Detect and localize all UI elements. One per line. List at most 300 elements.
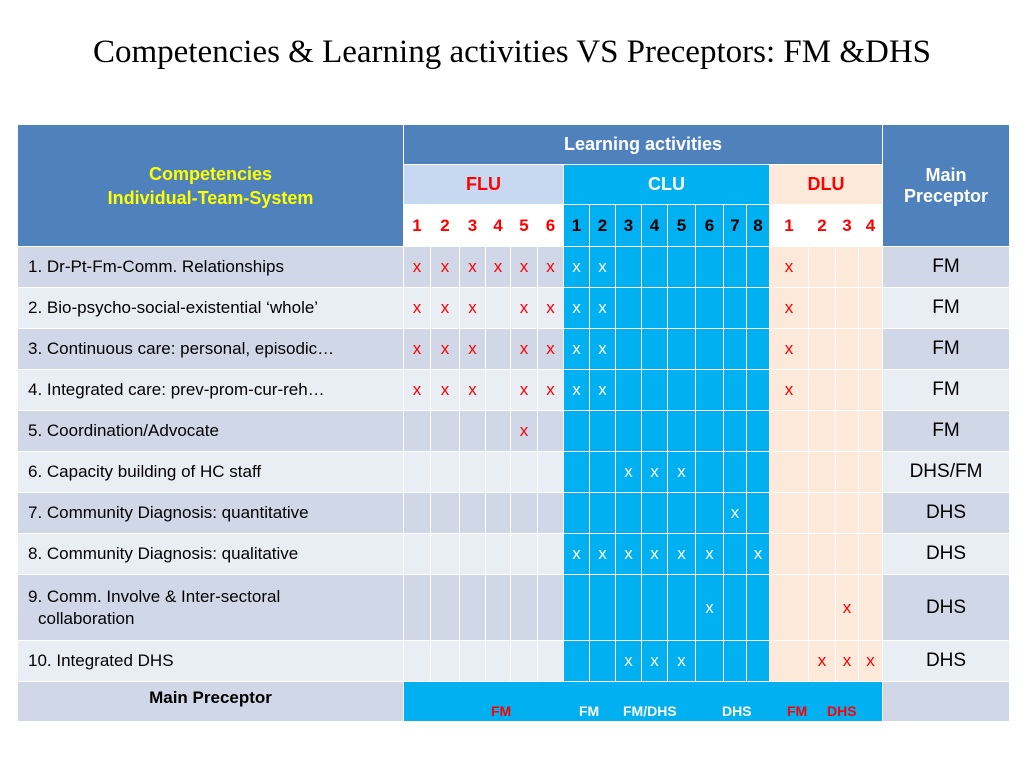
clu-activity-cell <box>696 247 724 288</box>
clu-activity-cell <box>696 575 724 641</box>
flu-activity-cell <box>404 641 431 682</box>
clu-activity-number: 5 <box>668 205 696 247</box>
clu-activity-cell <box>616 247 642 288</box>
activity-mark: x <box>842 597 852 617</box>
preceptor-assignment-label: DHS <box>722 703 752 719</box>
activity-mark: x <box>598 380 607 399</box>
flu-activity-cell <box>431 329 460 370</box>
clu-activity-cell <box>564 247 590 288</box>
activity-mark: x <box>546 298 555 317</box>
clu-activity-cell <box>696 493 724 534</box>
activity-mark: x <box>650 544 659 563</box>
clu-activity-cell <box>642 329 668 370</box>
dlu-header: DLU <box>770 165 883 205</box>
competencies-header-line2: Individual-Team-System <box>107 187 314 208</box>
clu-activity-cell <box>564 370 590 411</box>
clu-activity-cell <box>668 575 696 641</box>
dlu-activity-cell <box>770 411 809 452</box>
flu-activity-cell <box>431 641 460 682</box>
activity-mark: x <box>440 380 450 399</box>
competency-row <box>18 534 1010 575</box>
main-preceptor-header <box>883 125 1010 247</box>
clu-activity-cell <box>747 288 770 329</box>
flu-activity-cell <box>431 370 460 411</box>
clu-activity-cell <box>642 247 668 288</box>
flu-activity-cell <box>460 534 486 575</box>
clu-activity-cell <box>590 370 616 411</box>
dlu-activity-cell <box>770 575 809 641</box>
dlu-activity-cell <box>836 575 859 641</box>
flu-activity-cell <box>511 452 538 493</box>
competency-label <box>18 493 404 534</box>
flu-activity-cell <box>486 452 511 493</box>
competency-label-text: 6. Capacity building of HC staff <box>28 462 262 481</box>
flu-activity-cell <box>511 247 538 288</box>
competency-label <box>18 370 404 411</box>
flu-activity-number: 4 <box>486 205 511 247</box>
preceptor-assignment-label: FM/DHS <box>623 703 677 719</box>
clu-activity-cell <box>724 641 747 682</box>
flu-activity-cell <box>511 370 538 411</box>
activity-mark: x <box>468 339 477 358</box>
clu-activity-cell <box>590 575 616 641</box>
preceptor-assignment-label: DHS <box>827 703 857 719</box>
clu-activity-cell <box>696 641 724 682</box>
competency-label-text: 1. Dr-Pt-Fm-Comm. Relationships <box>28 257 284 276</box>
row-preceptor: FM <box>883 370 1010 411</box>
clu-activity-cell <box>616 534 642 575</box>
row-preceptor: DHS <box>883 641 1010 682</box>
flu-activity-cell <box>460 370 486 411</box>
dlu-activity-cell <box>836 370 859 411</box>
clu-activity-cell <box>696 534 724 575</box>
clu-activity-cell <box>724 370 747 411</box>
clu-activity-cell <box>564 534 590 575</box>
flu-activity-cell <box>460 411 486 452</box>
clu-activity-number: 4 <box>642 205 668 247</box>
clu-activity-cell <box>564 288 590 329</box>
flu-activity-number: 6 <box>538 205 564 247</box>
clu-activity-cell <box>724 247 747 288</box>
dlu-activity-cell <box>836 329 859 370</box>
dlu-activity-cell <box>809 452 836 493</box>
dlu-activity-cell <box>809 575 836 641</box>
row-preceptor: DHS/FM <box>883 452 1010 493</box>
row-preceptor: DHS <box>883 575 1010 641</box>
competencies-header-line1: Competencies <box>148 163 273 184</box>
preceptor-assignment-label: FM <box>491 703 512 719</box>
flu-activity-cell <box>538 452 564 493</box>
flu-activity-cell <box>460 452 486 493</box>
clu-activity-cell <box>616 452 642 493</box>
flu-activity-cell <box>486 575 511 641</box>
clu-activity-number: 6 <box>696 205 724 247</box>
clu-activity-cell <box>747 411 770 452</box>
dlu-activity-cell <box>809 247 836 288</box>
activity-mark: x <box>677 651 686 670</box>
row-preceptor: FM <box>883 288 1010 329</box>
dlu-activity-cell <box>770 534 809 575</box>
dlu-activity-cell <box>836 247 859 288</box>
activity-mark: x <box>440 298 450 317</box>
activity-mark: x <box>519 257 529 276</box>
flu-activity-cell <box>404 329 431 370</box>
competency-label <box>18 288 404 329</box>
flu-activity-cell <box>404 575 431 641</box>
clu-activity-cell <box>616 575 642 641</box>
preceptor-assignment-area <box>404 682 883 722</box>
flu-activity-cell <box>486 493 511 534</box>
dlu-activity-number: 2 <box>809 205 836 247</box>
clu-activity-cell <box>747 329 770 370</box>
clu-activity-cell <box>668 288 696 329</box>
learning-activities-header: Learning activities <box>404 125 883 165</box>
dlu-activity-cell <box>859 534 883 575</box>
flu-activity-cell <box>511 493 538 534</box>
clu-activity-cell <box>642 452 668 493</box>
clu-activity-cell <box>724 452 747 493</box>
clu-activity-cell <box>747 575 770 641</box>
dlu-activity-cell <box>770 452 809 493</box>
clu-activity-cell <box>747 247 770 288</box>
activity-mark: x <box>784 257 794 276</box>
flu-activity-cell <box>511 575 538 641</box>
competency-row <box>18 329 1010 370</box>
competency-row <box>18 247 1010 288</box>
activity-mark: x <box>519 421 529 440</box>
clu-activity-cell <box>724 288 747 329</box>
flu-activity-number: 5 <box>511 205 538 247</box>
clu-activity-cell <box>590 534 616 575</box>
activity-mark: x <box>546 257 555 276</box>
competency-label-text: 3. Continuous care: personal, episodic… <box>28 339 335 358</box>
activity-mark: x <box>817 651 827 670</box>
flu-activity-cell <box>404 493 431 534</box>
flu-activity-cell <box>431 288 460 329</box>
clu-activity-cell <box>668 329 696 370</box>
activity-mark: x <box>440 339 450 358</box>
dlu-activity-cell <box>809 370 836 411</box>
flu-header: FLU <box>404 165 564 205</box>
clu-activity-cell <box>590 247 616 288</box>
flu-activity-cell <box>404 534 431 575</box>
clu-activity-cell <box>642 288 668 329</box>
activity-mark: x <box>412 380 422 399</box>
flu-activity-cell <box>538 575 564 641</box>
competency-label-text: 7. Community Diagnosis: quantitative <box>28 503 309 522</box>
clu-activity-cell <box>590 641 616 682</box>
flu-activity-cell <box>404 452 431 493</box>
activity-mark: x <box>546 339 555 358</box>
dlu-activity-number: 1 <box>770 205 809 247</box>
activity-mark: x <box>440 257 450 276</box>
flu-activity-cell <box>431 247 460 288</box>
activity-mark: x <box>624 544 633 563</box>
flu-activity-cell <box>404 370 431 411</box>
activity-mark: x <box>519 339 529 358</box>
clu-activity-cell <box>642 534 668 575</box>
activity-mark: x <box>519 380 529 399</box>
dlu-activity-cell <box>836 493 859 534</box>
competency-label-text: 10. Integrated DHS <box>28 651 174 670</box>
flu-activity-cell <box>460 247 486 288</box>
competency-label-text: 9. Comm. Involve & Inter-sectoral <box>28 586 281 606</box>
preceptor-assignment-label: FM <box>787 703 808 719</box>
dlu-activity-cell <box>859 452 883 493</box>
main-preceptor-row <box>18 682 1010 722</box>
activity-mark: x <box>866 651 875 670</box>
activity-mark: x <box>546 380 555 399</box>
competency-label-text: 5. Coordination/Advocate <box>28 421 219 440</box>
clu-activity-cell <box>642 370 668 411</box>
clu-activity-number: 1 <box>564 205 590 247</box>
clu-activity-cell <box>642 493 668 534</box>
dlu-activity-cell <box>809 288 836 329</box>
flu-activity-cell <box>511 641 538 682</box>
flu-activity-cell <box>538 641 564 682</box>
flu-activity-cell <box>460 641 486 682</box>
clu-activity-cell <box>724 575 747 641</box>
activity-mark: x <box>598 257 607 276</box>
dlu-activity-cell <box>809 329 836 370</box>
dlu-activity-cell <box>770 493 809 534</box>
activity-mark: x <box>705 544 714 563</box>
clu-activity-cell <box>668 493 696 534</box>
flu-activity-cell <box>431 534 460 575</box>
dlu-activity-cell <box>809 411 836 452</box>
clu-activity-cell <box>564 493 590 534</box>
clu-activity-cell <box>724 411 747 452</box>
activity-mark: x <box>572 257 581 276</box>
clu-activity-cell <box>590 288 616 329</box>
clu-activity-cell <box>616 411 642 452</box>
preceptor-assignment-label: FM <box>579 703 600 719</box>
activity-mark: x <box>624 462 633 481</box>
activity-mark: x <box>412 298 422 317</box>
flu-activity-cell <box>538 534 564 575</box>
clu-activity-cell <box>564 411 590 452</box>
clu-activity-cell <box>724 329 747 370</box>
flu-activity-cell <box>431 452 460 493</box>
activity-mark: x <box>598 544 607 563</box>
dlu-activity-cell <box>809 641 836 682</box>
activity-mark: x <box>572 544 581 563</box>
activity-mark: x <box>705 597 714 617</box>
activity-mark: x <box>412 339 422 358</box>
clu-activity-number: 3 <box>616 205 642 247</box>
activity-mark: x <box>598 339 607 358</box>
activity-mark: x <box>519 298 529 317</box>
clu-activity-cell <box>668 247 696 288</box>
flu-activity-cell <box>538 493 564 534</box>
main-preceptor-header-line2: Preceptor <box>903 185 989 206</box>
clu-activity-cell <box>590 329 616 370</box>
clu-activity-cell <box>616 493 642 534</box>
competency-label <box>18 452 404 493</box>
competency-label <box>18 534 404 575</box>
clu-activity-cell <box>564 329 590 370</box>
clu-activity-number: 2 <box>590 205 616 247</box>
main-preceptor-footer-cell <box>883 682 1010 722</box>
flu-activity-cell <box>486 534 511 575</box>
flu-activity-cell <box>404 288 431 329</box>
activity-mark: x <box>493 257 503 276</box>
clu-activity-cell <box>696 329 724 370</box>
clu-activity-cell <box>668 452 696 493</box>
clu-activity-cell <box>564 452 590 493</box>
activity-mark: x <box>730 503 740 522</box>
competency-label <box>18 329 404 370</box>
dlu-activity-cell <box>859 575 883 641</box>
competency-row <box>18 641 1010 682</box>
clu-activity-cell <box>668 534 696 575</box>
flu-activity-cell <box>486 370 511 411</box>
clu-activity-number: 8 <box>747 205 770 247</box>
clu-activity-cell <box>696 370 724 411</box>
competency-label <box>18 575 404 641</box>
clu-activity-cell <box>616 641 642 682</box>
clu-activity-cell <box>616 370 642 411</box>
dlu-activity-number: 4 <box>859 205 883 247</box>
activity-mark: x <box>753 544 763 563</box>
competency-label-text-line2: collaboration <box>38 608 135 628</box>
clu-activity-cell <box>590 452 616 493</box>
row-preceptor: FM <box>883 247 1010 288</box>
activity-mark: x <box>598 298 607 317</box>
clu-activity-cell <box>747 493 770 534</box>
flu-activity-cell <box>404 247 431 288</box>
clu-activity-cell <box>590 493 616 534</box>
clu-activity-cell <box>724 493 747 534</box>
dlu-activity-cell <box>770 329 809 370</box>
flu-activity-cell <box>538 370 564 411</box>
dlu-activity-cell <box>859 329 883 370</box>
activity-mark: x <box>468 298 477 317</box>
dlu-activity-cell <box>770 247 809 288</box>
competency-row <box>18 411 1010 452</box>
clu-activity-cell <box>696 452 724 493</box>
clu-header: CLU <box>564 165 770 205</box>
competency-label-text: 4. Integrated care: prev-prom-cur-reh… <box>28 380 325 399</box>
clu-activity-cell <box>642 641 668 682</box>
clu-activity-cell <box>668 641 696 682</box>
dlu-activity-cell <box>809 534 836 575</box>
flu-activity-number: 2 <box>431 205 460 247</box>
flu-activity-cell <box>431 575 460 641</box>
clu-activity-cell <box>747 452 770 493</box>
competency-label <box>18 411 404 452</box>
flu-activity-cell <box>486 329 511 370</box>
row-preceptor: DHS <box>883 534 1010 575</box>
flu-activity-cell <box>486 288 511 329</box>
flu-activity-number: 3 <box>460 205 486 247</box>
dlu-activity-cell <box>859 493 883 534</box>
activity-mark: x <box>572 380 581 399</box>
flu-activity-cell <box>486 247 511 288</box>
activity-mark: x <box>677 544 686 563</box>
activity-mark: x <box>468 257 477 276</box>
activity-mark: x <box>650 651 659 670</box>
competency-row <box>18 575 1010 641</box>
activity-mark: x <box>784 339 794 358</box>
dlu-activity-cell <box>836 534 859 575</box>
dlu-activity-cell <box>859 370 883 411</box>
flu-activity-cell <box>511 329 538 370</box>
flu-activity-cell <box>538 247 564 288</box>
competency-label-text: 2. Bio-psycho-social-existential ‘whole’ <box>28 298 319 317</box>
dlu-activity-cell <box>836 641 859 682</box>
dlu-activity-cell <box>859 641 883 682</box>
dlu-activity-cell <box>859 411 883 452</box>
flu-activity-cell <box>486 411 511 452</box>
competency-table <box>17 124 1010 722</box>
main-preceptor-header-line1: Main <box>925 164 967 185</box>
activity-mark: x <box>842 651 852 670</box>
activity-mark: x <box>572 339 581 358</box>
clu-activity-cell <box>668 411 696 452</box>
dlu-activity-number: 3 <box>836 205 859 247</box>
activity-mark: x <box>650 462 659 481</box>
activity-mark: x <box>468 380 477 399</box>
flu-activity-cell <box>404 411 431 452</box>
dlu-activity-cell <box>836 452 859 493</box>
clu-activity-cell <box>724 534 747 575</box>
flu-activity-cell <box>538 288 564 329</box>
flu-activity-cell <box>538 411 564 452</box>
activity-mark: x <box>677 462 686 481</box>
dlu-activity-cell <box>770 288 809 329</box>
row-preceptor: FM <box>883 329 1010 370</box>
dlu-activity-cell <box>770 370 809 411</box>
flu-activity-cell <box>486 641 511 682</box>
clu-activity-cell <box>696 411 724 452</box>
activity-mark: x <box>412 257 422 276</box>
dlu-activity-cell <box>770 641 809 682</box>
dlu-activity-cell <box>859 247 883 288</box>
clu-activity-cell <box>616 329 642 370</box>
competency-row <box>18 493 1010 534</box>
clu-activity-cell <box>668 370 696 411</box>
clu-activity-cell <box>747 370 770 411</box>
main-preceptor-footer-label: Main Preceptor <box>18 682 404 722</box>
clu-activity-cell <box>696 288 724 329</box>
clu-activity-cell <box>616 288 642 329</box>
competency-label <box>18 641 404 682</box>
flu-activity-cell <box>460 575 486 641</box>
flu-activity-cell <box>511 411 538 452</box>
flu-activity-number: 1 <box>404 205 431 247</box>
competency-row <box>18 288 1010 329</box>
clu-activity-cell <box>642 411 668 452</box>
dlu-activity-cell <box>809 493 836 534</box>
competency-label <box>18 247 404 288</box>
flu-activity-cell <box>511 534 538 575</box>
activity-mark: x <box>572 298 581 317</box>
clu-activity-cell <box>747 534 770 575</box>
competencies-header <box>18 125 404 247</box>
flu-activity-cell <box>431 411 460 452</box>
flu-activity-cell <box>460 329 486 370</box>
competency-row <box>18 452 1010 493</box>
flu-activity-cell <box>431 493 460 534</box>
dlu-activity-cell <box>836 288 859 329</box>
activity-mark: x <box>784 380 794 399</box>
activity-mark: x <box>624 651 633 670</box>
row-preceptor: FM <box>883 411 1010 452</box>
competency-label-text: 8. Community Diagnosis: qualitative <box>28 544 299 563</box>
clu-activity-number: 7 <box>724 205 747 247</box>
dlu-activity-cell <box>836 411 859 452</box>
